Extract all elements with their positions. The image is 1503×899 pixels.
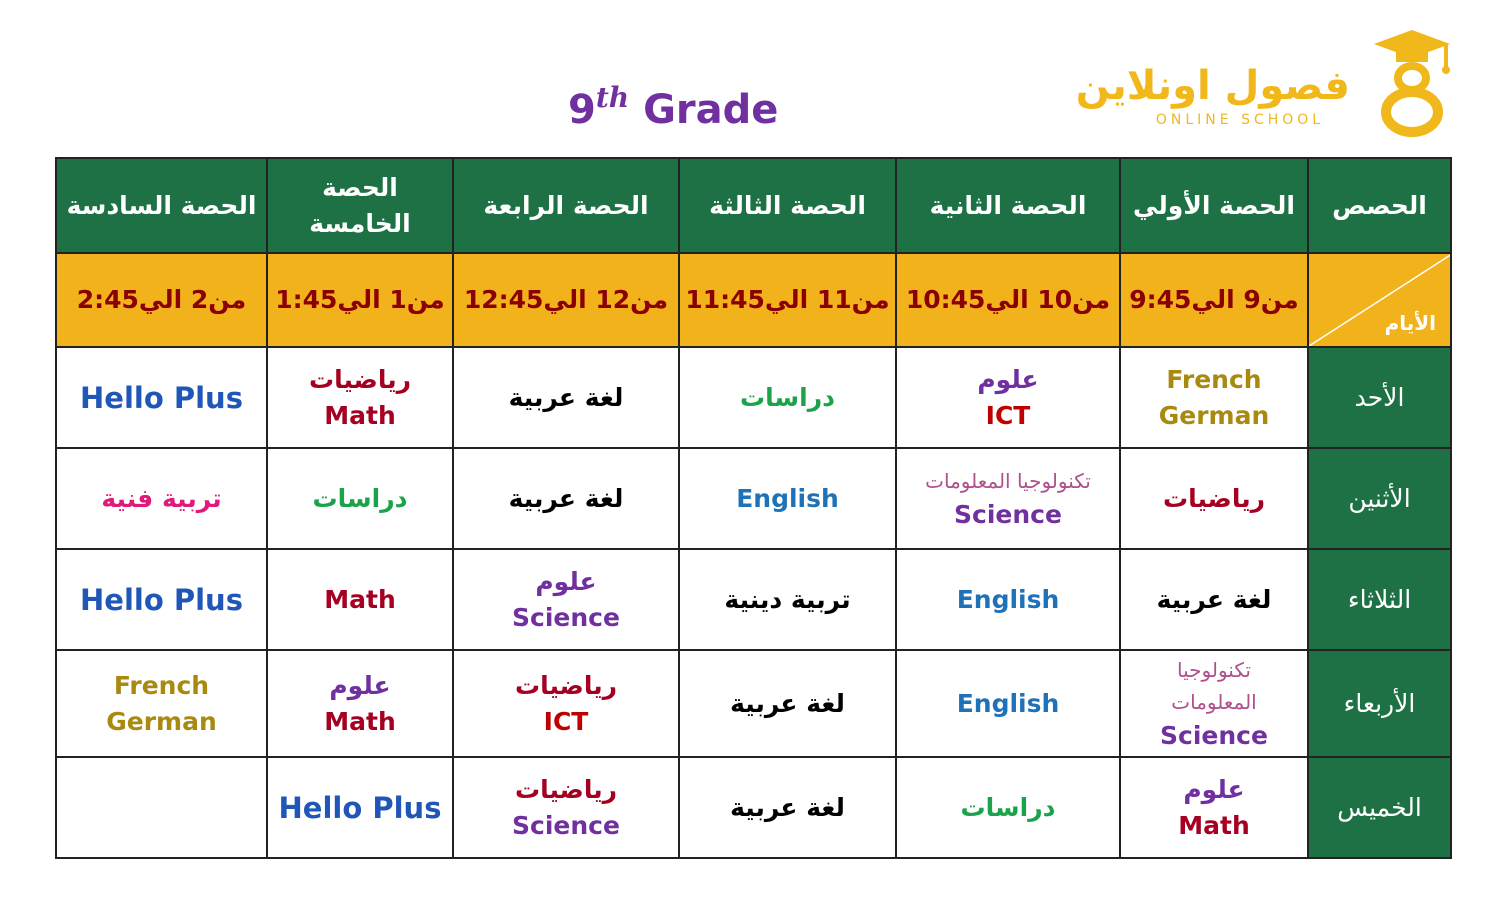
day-label: الأحد: [1308, 347, 1451, 448]
day-row: [56, 448, 1451, 549]
graduation-cap-icon: [1366, 28, 1458, 138]
subject-cell: [267, 347, 453, 448]
subject-line: ICT: [543, 706, 589, 736]
subject-line: Science: [1160, 720, 1268, 750]
subject-cell: [56, 347, 267, 448]
subject-line: French: [1166, 364, 1262, 394]
subject-cell: [896, 549, 1120, 650]
day-label: الثلاثاء: [1308, 549, 1451, 650]
subject-cell: [1120, 347, 1308, 448]
subject-cell: [1120, 448, 1308, 549]
subject-line: Hello Plus: [80, 582, 243, 617]
subject-line: رياضيات: [514, 774, 618, 804]
logo-english-text: ONLINE SCHOOL: [1155, 112, 1325, 128]
subject-cell: [453, 650, 679, 757]
subject-line: تربية دينية: [724, 584, 851, 614]
subject-line: French: [113, 670, 210, 700]
subject-line: Math: [324, 400, 396, 430]
time-cell: من9 الي9:45: [1120, 253, 1308, 347]
subject-cell-empty: [56, 757, 267, 858]
subject-line: علوم: [977, 364, 1039, 394]
period-header: الحصة الثانية: [896, 158, 1120, 253]
time-cell: من1 الي1:45: [267, 253, 453, 347]
subject-line: لغة عربية: [1156, 584, 1272, 614]
subject-line: Math: [324, 584, 396, 614]
subject-line: لغة عربية: [508, 382, 624, 412]
period-header: الحصة الأولي: [1120, 158, 1308, 253]
subject-line: German: [1158, 400, 1270, 430]
time-cell: من2 الي2:45: [56, 253, 267, 347]
subject-cell: [896, 650, 1120, 757]
subject-cell: [679, 757, 896, 858]
subject-cell: [1120, 650, 1308, 757]
subject-cell: [679, 650, 896, 757]
schedule-table: [55, 157, 1452, 859]
subject-cell: [453, 448, 679, 549]
page-title: [568, 70, 779, 133]
period-header: الحصة السادسة: [56, 158, 267, 253]
subject-line: تربية فنية: [101, 483, 222, 513]
period-header: الحصة الثالثة: [679, 158, 896, 253]
time-row: [56, 253, 1451, 347]
subject-cell: [1120, 549, 1308, 650]
subject-line: علوم: [535, 566, 597, 596]
day-row: [56, 650, 1451, 757]
subject-line: Science: [512, 810, 620, 840]
subject-line: علوم: [329, 670, 391, 700]
subject-line: German: [106, 706, 217, 736]
subject-line: English: [956, 584, 1060, 614]
subject-line: Science: [954, 499, 1062, 529]
subject-cell: [679, 448, 896, 549]
subject-cell: [896, 347, 1120, 448]
subject-line: لغة عربية: [730, 792, 845, 822]
time-day-corner: [1308, 253, 1451, 347]
time-cell: من11 الي11:45: [679, 253, 896, 347]
day-row: [56, 757, 1451, 858]
subject-line: علوم: [1183, 774, 1245, 804]
subject-cell: [896, 757, 1120, 858]
period-header: الحصة الخامسة: [267, 158, 453, 253]
subject-line: لغة عربية: [730, 688, 845, 718]
day-row: [56, 347, 1451, 448]
period-header-row: [56, 158, 1451, 253]
subject-line: رياضيات: [1162, 483, 1266, 513]
subject-line: رياضيات: [514, 670, 618, 700]
subject-cell: [56, 549, 267, 650]
subject-line: لغة عربية: [508, 483, 624, 513]
title-ordinal: th: [595, 81, 630, 114]
subject-line: تكنولوجيا: [1177, 657, 1251, 682]
subject-line: Hello Plus: [80, 380, 243, 415]
day-label: الخميس: [1308, 757, 1451, 858]
subject-line: دراسات: [740, 382, 835, 412]
subject-cell: [453, 757, 679, 858]
day-label: الأثنين: [1308, 448, 1451, 549]
day-row: [56, 549, 1451, 650]
subject-line: Hello Plus: [278, 790, 442, 825]
period-header: الحصة الرابعة: [453, 158, 679, 253]
subject-cell: [679, 549, 896, 650]
subject-cell: [453, 347, 679, 448]
subject-cell: [267, 650, 453, 757]
subject-cell: [267, 448, 453, 549]
subject-cell: [56, 448, 267, 549]
subject-cell: [56, 650, 267, 757]
subject-line: رياضيات: [308, 364, 412, 394]
corner-days-label: الأيام: [1384, 311, 1436, 335]
subject-line: English: [956, 688, 1060, 718]
school-logo: [1075, 28, 1460, 143]
subject-line: دراسات: [960, 792, 1056, 822]
subject-line: Math: [324, 706, 396, 736]
subject-cell: [1120, 757, 1308, 858]
title-number: 9: [568, 87, 596, 133]
time-cell: من10 الي10:45: [896, 253, 1120, 347]
subject-line: English: [736, 483, 839, 513]
day-label: الأربعاء: [1308, 650, 1451, 757]
corner-time-label: التوقيت: [1315, 263, 1393, 287]
subject-line: Math: [1178, 810, 1250, 840]
subject-cell: [267, 549, 453, 650]
subject-cell: [679, 347, 896, 448]
subject-line: ICT: [985, 400, 1031, 430]
subject-line: تكنولوجيا المعلومات: [925, 468, 1091, 493]
subject-line: دراسات: [312, 483, 408, 513]
title-rest: Grade: [629, 87, 779, 133]
subject-line: Science: [512, 602, 620, 632]
subject-cell: [896, 448, 1120, 549]
subject-cell: [453, 549, 679, 650]
time-cell: من12 الي12:45: [453, 253, 679, 347]
subject-cell: [267, 757, 453, 858]
header-corner: الحصص: [1308, 158, 1451, 253]
subject-line: المعلومات: [1171, 689, 1257, 714]
logo-arabic-text: فصول اونلاين: [1075, 63, 1350, 109]
